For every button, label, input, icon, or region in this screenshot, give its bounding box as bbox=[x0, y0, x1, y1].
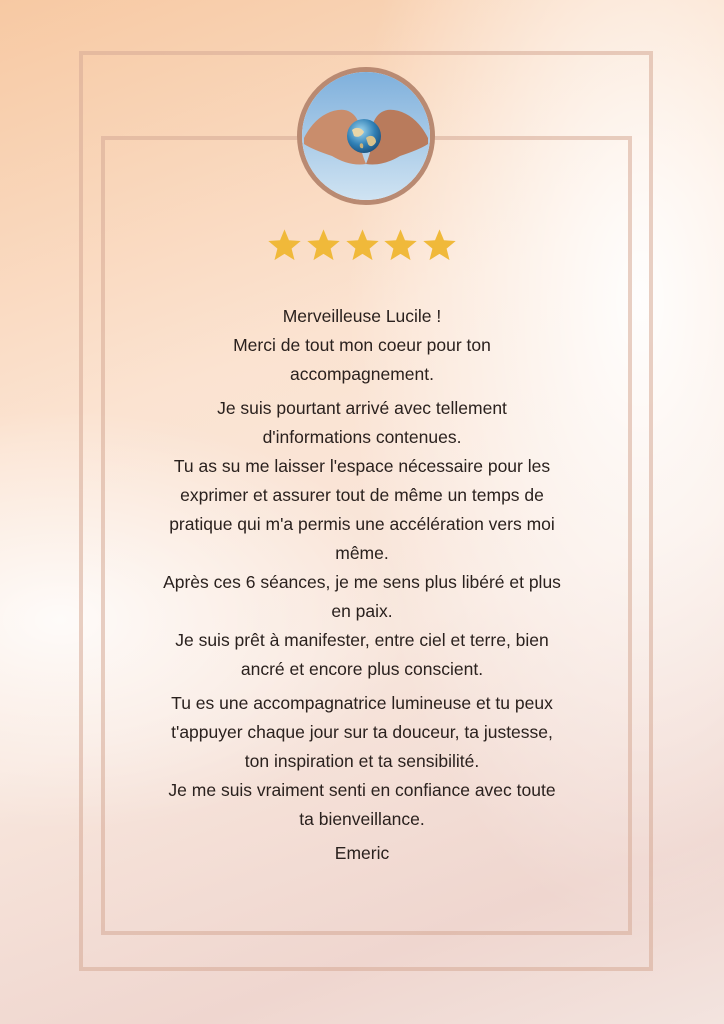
signature: Emeric bbox=[334, 843, 390, 863]
text-line: en paix. bbox=[331, 601, 393, 621]
star-icon bbox=[305, 227, 342, 264]
text-line: Je me suis vraiment senti en confiance avec toute bbox=[168, 780, 556, 800]
star-icon bbox=[382, 227, 419, 264]
text-line: accompagnement. bbox=[290, 364, 434, 384]
text-line: Tu es une accompagnatrice lumineuse et tu peux bbox=[171, 693, 553, 713]
testimonial-text bbox=[132, 302, 592, 868]
text-line: ancré et encore plus conscient. bbox=[240, 659, 484, 679]
text-line: exprimer et assurer tout de même un temps de bbox=[180, 485, 544, 505]
text-line: ton inspiration et ta sensibilité. bbox=[244, 751, 480, 771]
star-icon bbox=[266, 227, 303, 264]
text-line: pratique qui m'a permis une accélération vers moi bbox=[169, 514, 555, 534]
text-line: t'appuyer chaque jour sur ta douceur, ta justesse, bbox=[171, 722, 553, 742]
star-icon bbox=[344, 227, 381, 264]
text-line: Merveilleuse Lucile ! bbox=[282, 306, 442, 326]
text-line: ta bienveillance. bbox=[299, 809, 425, 829]
text-line: Je suis pourtant arrivé avec tellement bbox=[217, 398, 507, 418]
testimonial-paragraph-2 bbox=[132, 394, 592, 684]
text-line: d'informations contenues. bbox=[262, 427, 462, 447]
testimonial-paragraph-1 bbox=[132, 302, 592, 389]
text-line: Tu as su me laisser l'espace nécessaire pour les bbox=[173, 456, 551, 476]
text-line: même. bbox=[335, 543, 389, 563]
hands-globe-photo bbox=[297, 67, 435, 205]
text-line: Merci de tout mon coeur pour ton bbox=[233, 335, 491, 355]
text-line: Je suis prêt à manifester, entre ciel et terre, bien bbox=[175, 630, 549, 650]
text-line: Après ces 6 séances, je me sens plus libéré et plus bbox=[163, 572, 561, 592]
testimonial-paragraph-3 bbox=[132, 689, 592, 834]
rating-stars bbox=[266, 227, 458, 267]
star-icon bbox=[421, 227, 458, 264]
